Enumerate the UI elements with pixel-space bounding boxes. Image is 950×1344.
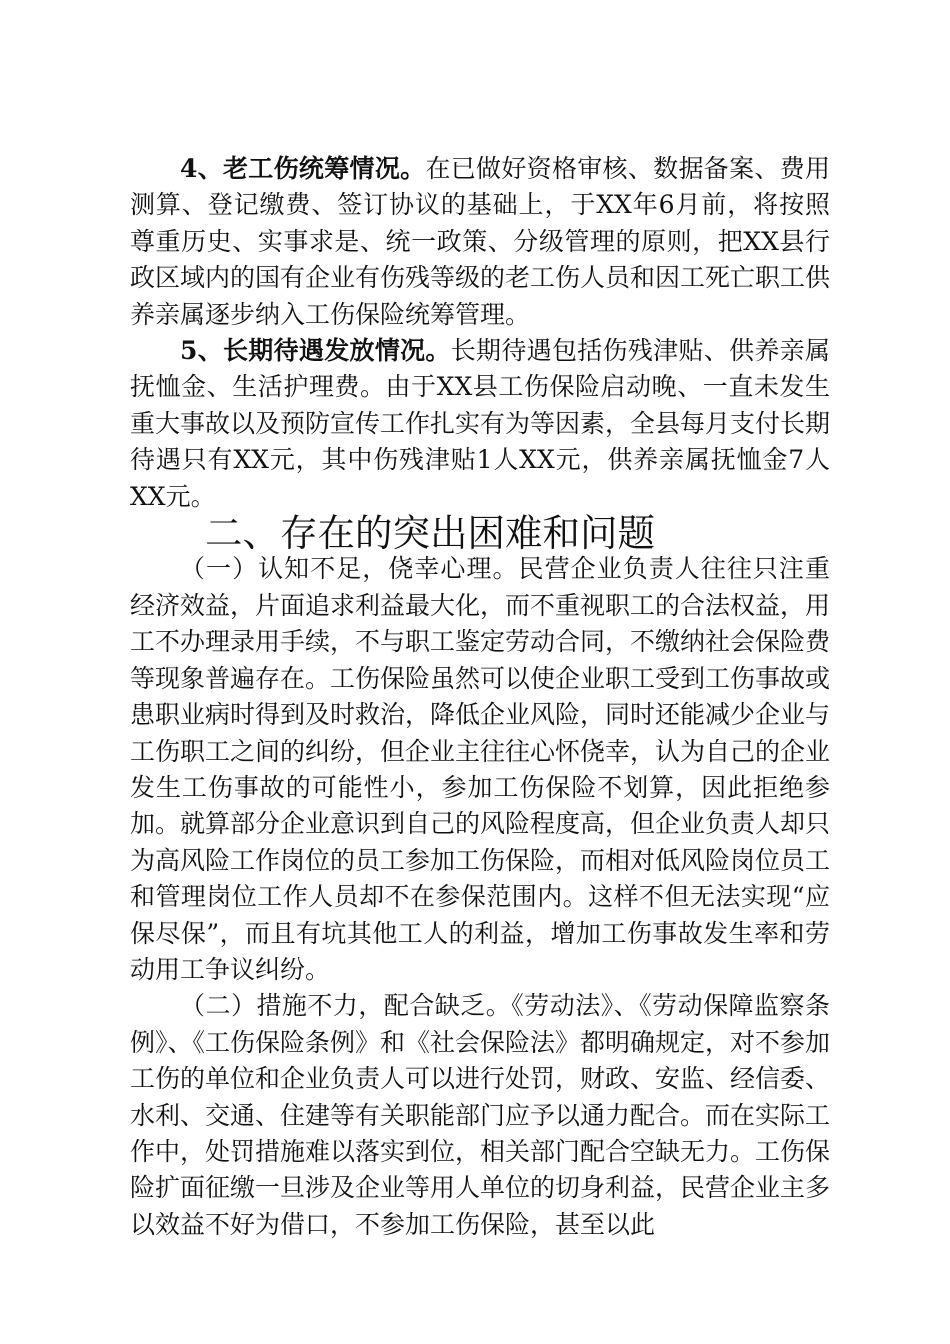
paragraph-lead: 4、老工伤统筹情况。 bbox=[180, 154, 426, 183]
paragraph-long-term-benefits bbox=[130, 333, 830, 515]
document-body bbox=[130, 151, 830, 1243]
paragraph-old-work-injury bbox=[130, 151, 830, 333]
subsection-text: 民营企业负责人往往只注重经济效益，片面追求利益最大化，而不重视职工的合法权益，用工不办理录用手续，不与职工鉴定劳动合同，不缴纳社会保险费等现象普遍存在。工伤保险虽然可以使企业职工受到工伤事故或患职业病时得到及时救治，降低企业风险，同时还能减少企业与工伤职工之间的纠纷，但企业主往往心怀侥幸，认为自己的企业发生工伤事故的可能性小，参加工伤保险不划算，因此拒绝参加。就算部分企业意识到自己的风险程度高，但企业负责人却只为高风险工作岗位的员工参加工伤保险，而相对低风险岗位员工和管理岗位工作人员却不在参保范围内。这样不但无法实现“应保尽保”，而且有坑其他工人的利益，增加工伤事故发生率和劳动用工争议纠纷。 bbox=[130, 554, 831, 984]
subsection-text: 《劳动法》、《劳动保障监察条例》、《工伤保险条例》和《社会保险法》都明确规定，对不参加工伤的单位和企业负责人可以进行处罚，财政、安监、经信委、水利、交通、住建等有关职能部门应予以通力配合。而在实际工作中，处罚措施难以落实到位，相关部门配合空缺无力。工伤保险扩面征缴一旦涉及企业等用人单位的切身利益，民营企业主多以效益不好为借口，不参加工伤保险，甚至以此 bbox=[130, 991, 831, 1239]
paragraph-text: 在已做好资格审核、数据备案、费用测算、登记缴费、签订协议的基础上，于XX年6月前，将按照尊重历史、实事求是、统一政策、分级管理的原则，把XX县行政区域内的国有企业有伤残等级的老工伤人员和因工死亡职工供养亲属逐步纳入工伤保险统筹管理。 bbox=[130, 154, 831, 329]
subsection-lead: （一）认知不足，侥幸心理。 bbox=[180, 554, 519, 584]
section-heading: 二、存在的突出困难和问题 bbox=[205, 511, 655, 556]
subsection-measures bbox=[130, 988, 830, 1243]
paragraph-text: 长期待遇包括伤残津贴、供养亲属抚恤金、生活护理费。由于XX县工伤保险启动晚、一直未发生重大事故以及预防宣传工作扎实有为等因素，全县每月支付长期待遇只有XX元，其中伤残津贴1人XX元，供养亲属抚恤金7人XX元。 bbox=[130, 336, 831, 511]
paragraph-lead: 5、长期待遇发放情况。 bbox=[180, 336, 451, 366]
subsection-cognition bbox=[130, 551, 830, 988]
subsection-lead: （二）措施不力，配合缺乏。 bbox=[180, 991, 512, 1021]
